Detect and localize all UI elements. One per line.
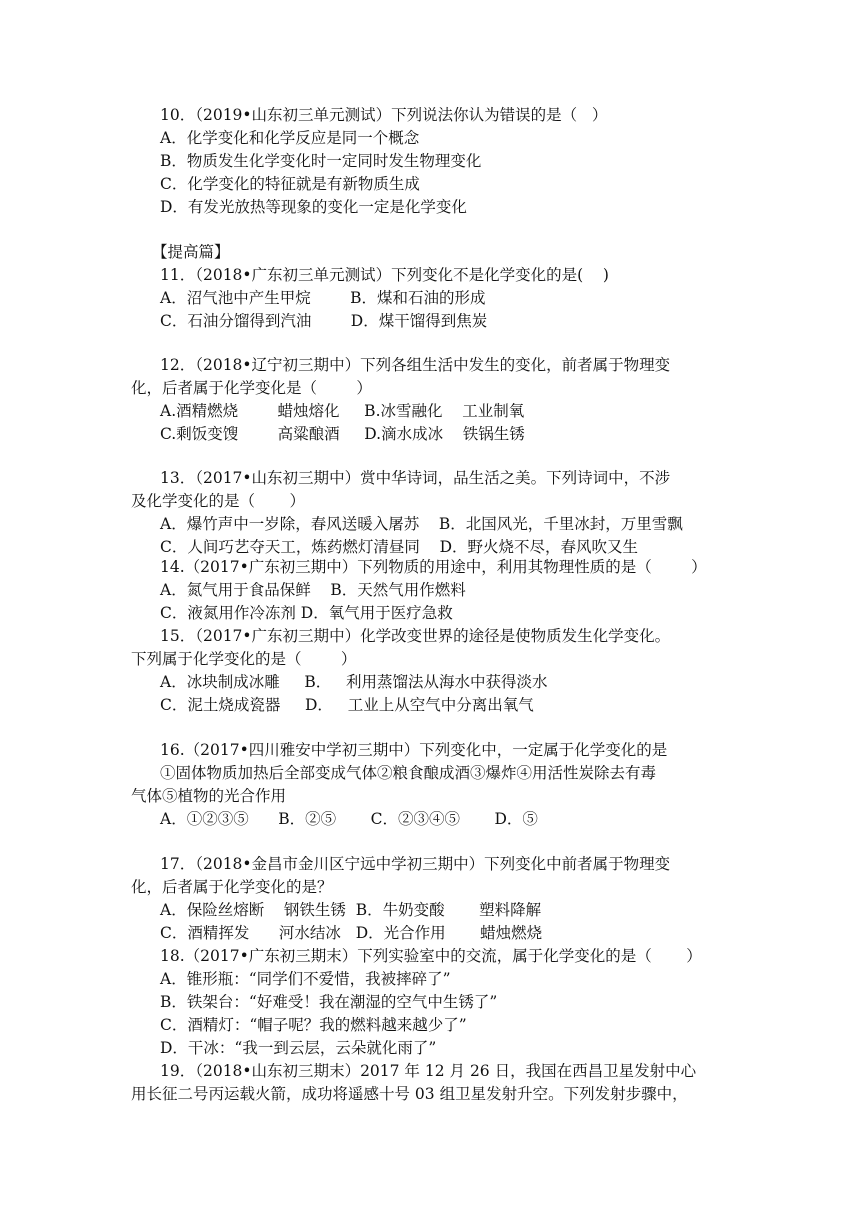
q17-stem: 17．（2018•金昌市金川区宁远中学初三期中）下列变化中前者属于物理变 bbox=[160, 855, 671, 873]
q10-option-d: D．有发光放热等现象的变化一定是化学变化 bbox=[160, 198, 467, 216]
q14-options-row2: C．液氮用作冷冻剂 D．氧气用于医疗急救 bbox=[160, 604, 453, 622]
q11-stem: 11．（2018•广东初三单元测试）下列变化不是化学变化的是( ) bbox=[160, 266, 609, 284]
q16-stem-cont: 气体⑤植物的光合作用 bbox=[131, 787, 287, 805]
q15-stem: 15．（2017•广东初三期中）化学改变世界的途径是使物质发生化学变化。 bbox=[160, 627, 671, 645]
q15-stem-cont: 下列属于化学变化的是（ ） bbox=[131, 650, 357, 668]
q18-option-d: D．干冰：“我一到云层，云朵就化雨了” bbox=[160, 1039, 437, 1057]
q16-options: A．①②③⑤ B．②⑤ C．②③④⑤ D．⑤ bbox=[160, 810, 538, 828]
q17-stem-cont: 化，后者属于化学变化的是？ bbox=[131, 878, 333, 896]
q13-options-row2: C．人间巧艺夺天工，炼药燃灯清昼同 D．野火烧不尽，春风吹又生 bbox=[160, 538, 638, 556]
q13-options-row1: A．爆竹声中一岁除，春风送暖入屠苏 B．北国风光，千里冰封，万里雪飘 bbox=[160, 515, 683, 533]
q12-options-row2: C.剩饭变馊 高粱酿酒 D.滴水成冰 铁锅生锈 bbox=[160, 425, 525, 443]
q16-stem-line2: ①固体物质加热后全部变成气体②粮食酿成酒③爆炸④用活性炭除去有毒 bbox=[160, 764, 657, 782]
q17-options-row1: A．保险丝熔断 钢铁生锈 B．牛奶变酸 塑料降解 bbox=[160, 901, 542, 919]
q18-stem: 18.（2017•广东初三期末）下列实验室中的交流，属于化学变化的是（ ） bbox=[160, 947, 702, 965]
q14-options-row1: A．氮气用于食品保鲜 B．天然气用作燃料 bbox=[160, 581, 466, 599]
section-heading: 【提高篇】 bbox=[152, 243, 230, 261]
q14-stem: 14.（2017•广东初三期中）下列物质的用途中，利用其物理性质的是（ ） bbox=[160, 558, 707, 576]
q15-options-row2: C．泥土烧成瓷器 D． 工业上从空气中分离出氧气 bbox=[160, 696, 534, 714]
q17-options-row2: C．酒精挥发 河水结冰 D．光合作用 蜡烛燃烧 bbox=[160, 924, 543, 942]
q19-stem: 19．（2018•山东初三期末）2017 年 12 月 26 日，我国在西昌卫星发射中心 bbox=[160, 1062, 697, 1080]
q10-stem: 10．（2019•山东初三单元测试）下列说法你认为错误的是（ ） bbox=[160, 106, 608, 124]
q18-option-b: B．铁架台：“好难受！我在潮湿的空气中生锈了” bbox=[160, 993, 498, 1011]
q13-stem: 13．（2017•山东初三期中）赏中华诗词，品生活之美。下列诗词中，不涉 bbox=[160, 469, 671, 487]
q11-options-row2: C．石油分馏得到汽油 D．煤干馏得到焦炭 bbox=[160, 312, 488, 330]
q13-stem-cont: 及化学变化的是（ ） bbox=[131, 492, 305, 510]
q15-options-row1: A．冰块制成冰雕 B． 利用蒸馏法从海水中获得淡水 bbox=[160, 673, 548, 691]
q19-stem-cont: 用长征二号丙运载火箭，成功将遥感十号 03 组卫星发射升空。下列发射步骤中， bbox=[131, 1085, 688, 1103]
q18-option-c: C．酒精灯：“帽子呢？我的燃料越来越少了” bbox=[160, 1016, 467, 1034]
q10-option-a: A．化学变化和化学反应是同一个概念 bbox=[160, 129, 420, 147]
q12-stem-cont: 化，后者属于化学变化是（ ） bbox=[131, 379, 372, 397]
q16-stem: 16.（2017•四川雅安中学初三期中）下列变化中，一定属于化学变化的是 bbox=[160, 741, 668, 759]
q11-options-row1: A．沼气池中产生甲烷 B．煤和石油的形成 bbox=[160, 289, 486, 307]
q10-option-c: C．化学变化的特征就是有新物质生成 bbox=[160, 175, 420, 193]
q10-option-b: B．物质发生化学变化时一定同时发生物理变化 bbox=[160, 152, 482, 170]
q12-options-row1: A.酒精燃烧 蜡烛熔化 B.冰雪融化 工业制氧 bbox=[160, 402, 525, 420]
q12-stem: 12．（2018•辽宁初三期中）下列各组生活中发生的变化，前者属于物理变 bbox=[160, 356, 671, 374]
q18-option-a: A．锥形瓶：“同学们不爱惜，我被摔碎了” bbox=[160, 970, 451, 988]
